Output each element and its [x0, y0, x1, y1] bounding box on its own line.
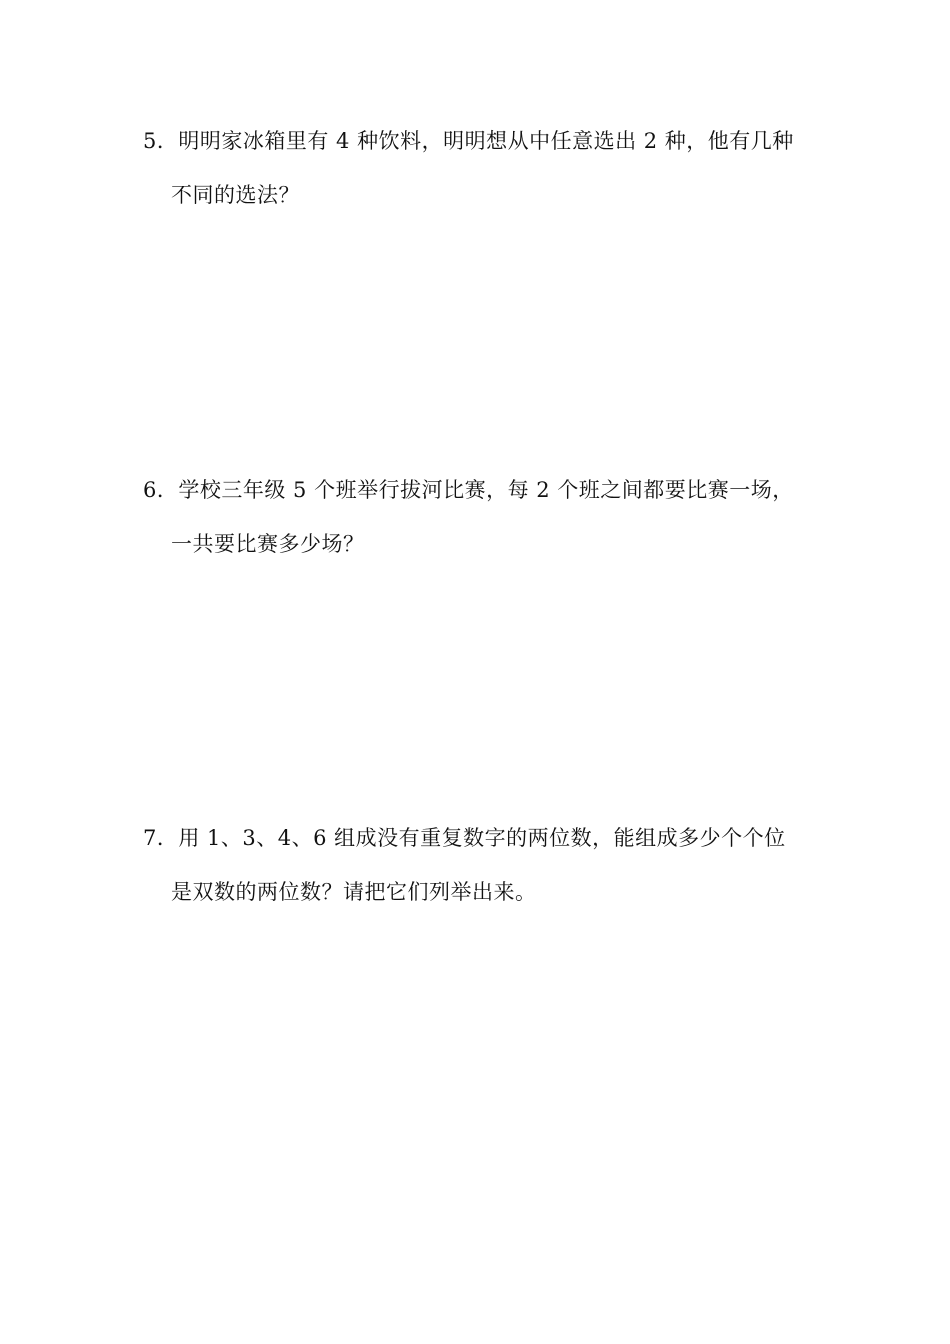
question-6: [143, 476, 823, 558]
question-5-text-1: 明明家冰箱里有 4 种饮料，明明想从中任意选出 2 种，他有几种: [178, 129, 794, 153]
question-5-number: 5．: [143, 129, 179, 153]
question-6-number: 6．: [143, 478, 179, 502]
question-5-line-2: 不同的选法？: [171, 183, 300, 207]
question-5-line-1: [143, 127, 823, 155]
question-7-text-1: 用 1、3、4、6 组成没有重复数字的两位数，能组成多少个个位: [178, 826, 786, 850]
question-6-text-1: 学校三年级 5 个班举行拔河比赛，每 2 个班之间都要比赛一场，: [178, 478, 794, 502]
question-6-line-2: 一共要比赛多少场？: [171, 532, 365, 556]
question-7: [143, 824, 823, 906]
question-7-number: 7．: [143, 826, 179, 850]
question-7-line-2: 是双数的两位数？请把它们列举出来。: [171, 880, 537, 904]
question-7-line-1: [143, 824, 823, 852]
question-6-line-1: [143, 476, 823, 504]
question-5: [143, 127, 823, 209]
